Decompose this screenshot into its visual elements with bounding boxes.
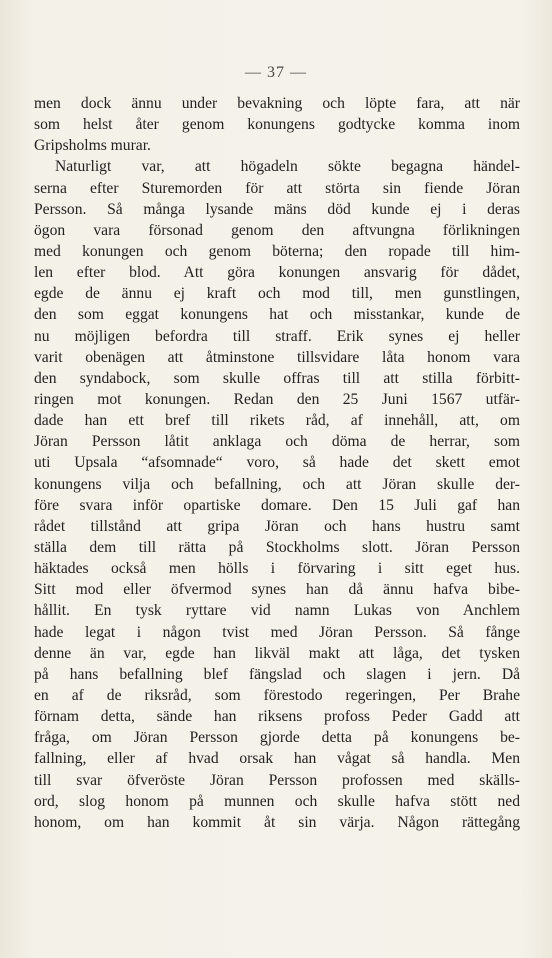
text-line: fallning, eller af hvad orsak han vågat så handla. Men — [34, 750, 520, 768]
text-line: honom, om han kommit åt sin värja. Någon rättegång — [34, 813, 520, 831]
text-line: förnam detta, sände han riksens profoss Peder Gadd att — [34, 708, 520, 726]
text-line: en af de riksråd, som förestodo regeringen, Per Brahe — [34, 686, 520, 704]
text-line: uti Upsala “afsomnade“ voro, så hade det skett emot — [34, 454, 520, 472]
text-line: ord, slog honom på munnen och skulle hafva stött ned — [34, 792, 520, 810]
text-line: Jöran Persson låtit anklaga och döma de herrar, som — [34, 433, 520, 451]
text-line: den syndabock, som skulle offras till att stilla förbitt- — [34, 369, 520, 387]
text-line: fråga, om Jöran Persson gjorde detta på konungens be- — [34, 729, 520, 747]
text-line: Gripsholms murar. — [34, 137, 151, 155]
text-line: hade legat i någon tvist med Jöran Persson. Så fånge — [34, 623, 520, 641]
text-line: egde de ännu ej kraft och mod till, men gunstlingen, — [34, 285, 520, 303]
text-line: men dock ännu under bevakning och löpte fara, att när — [34, 95, 520, 112]
text-line: med konungen och genom böterna; den ropade till him- — [34, 242, 520, 260]
text-line: konungens vilja och befallning, och att Jöran skulle der- — [34, 475, 520, 493]
text-line: dade han ett bref till rikets råd, af innehåll, att, om — [34, 412, 520, 430]
text-line: hållit. En tysk ryttare vid namn Lukas von Anchlem — [34, 602, 520, 620]
text-line: ögon vara försonad genom den aftvungna förlikningen — [34, 221, 520, 239]
text-line: len efter blod. Att göra konungen ansvarig för dådet, — [34, 264, 520, 282]
text-line: denne än var, egde han likväl makt att låga, det tysken — [34, 644, 520, 662]
text-line: Naturligt var, att högadeln sökte begagna händel- — [55, 158, 520, 176]
text-line: ringen mot konungen. Redan den 25 Juni 1567 utfär- — [34, 390, 520, 408]
text-line: varit obenägen att åtminstone tillsvidare låta honom vara — [34, 348, 520, 366]
text-line: den som eggat konungens hat och misstankar, kunde de — [34, 306, 520, 324]
text-line: nu möjligen befordra till straff. Erik synes ej heller — [34, 327, 520, 345]
body-text — [34, 93, 520, 833]
text-line: ställa dem till rätta på Stockholms slott. Jöran Persson — [34, 538, 520, 556]
text-line: serna efter Sturemorden för att störta sin fiende Jöran — [34, 179, 520, 197]
page-number: — 37 — — [245, 64, 307, 81]
text-line: Sitt mod eller öfvermod synes han då ännu hafva bibe- — [34, 581, 520, 599]
text-line: före svara inför opartiske domare. Den 15 Juli gaf han — [34, 496, 520, 514]
text-line: som helst åter genom konungens godtycke komma inom — [34, 116, 520, 134]
text-line: häktades också men hölls i förvaring i sitt eget hus. — [34, 560, 520, 578]
text-line: på hans befallning blef fängslad och slagen i jern. Då — [34, 665, 520, 683]
text-line: rådet tillstånd att gripa Jöran och hans hustru samt — [34, 517, 520, 535]
text-line: Persson. Så många lysande mäns död kunde ej i deras — [34, 200, 520, 218]
text-line: till svar öfveröste Jöran Persson profossen med skälls- — [34, 771, 520, 789]
